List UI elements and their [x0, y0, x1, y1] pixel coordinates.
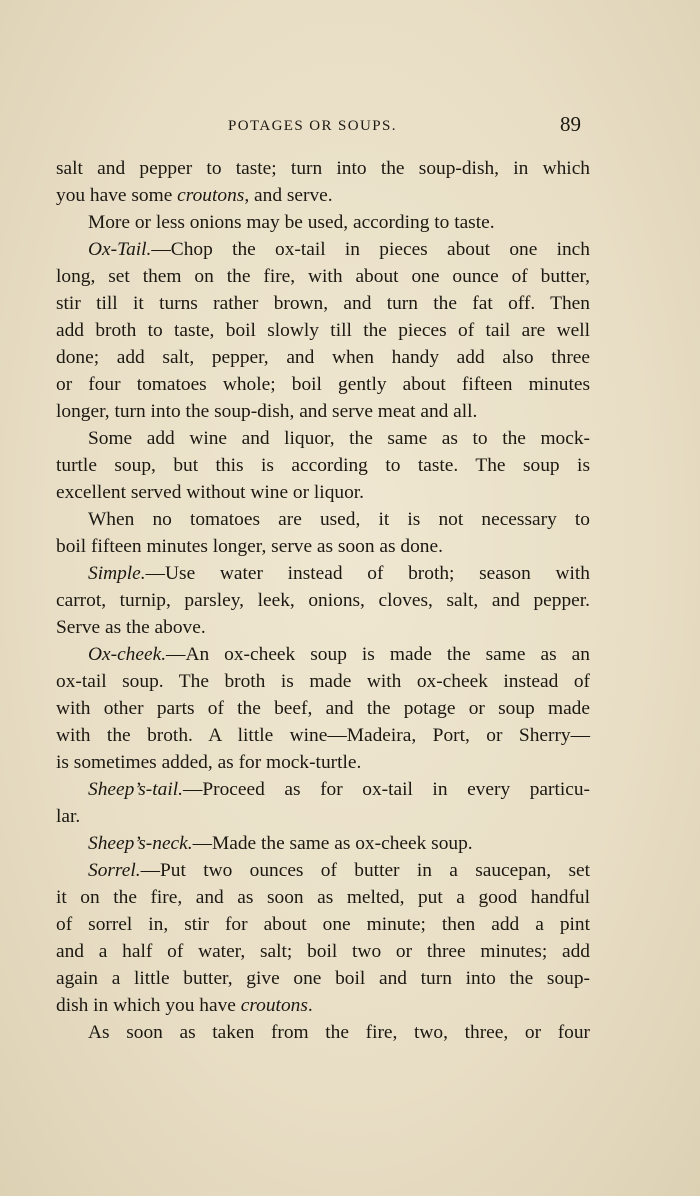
page-number: 89 — [560, 112, 581, 136]
section-ox-cheek: Ox-cheek.—An ox-cheek soup is made the same as an — [88, 644, 590, 665]
text-line: of sorrel in, stir for about one minute; then add a pint — [56, 914, 590, 935]
text-line: with the broth. A little wine—Madeira, Port, or Sherry— — [56, 725, 590, 746]
body-text — [56, 155, 590, 1046]
text-line: done; add salt, pepper, and when handy add also three — [56, 347, 590, 368]
text-line: with other parts of the beef, and the potage or soup made — [56, 698, 590, 719]
text-line: long, set them on the fire, with about one ounce of butter, — [56, 266, 590, 287]
text-line: stir till it turns rather brown, and turn the fat off. Then — [56, 293, 590, 314]
italic-term: croutons — [240, 995, 308, 1016]
text-line: More or less onions may be used, according to taste. — [88, 212, 495, 233]
text-line: again a little butter, give one boil and turn into the soup- — [56, 968, 590, 989]
text-line: lar. — [56, 806, 81, 827]
section-heading: Sorrel. — [88, 860, 141, 881]
running-head: POTAGES OR SOUPS. — [228, 118, 397, 134]
section-heading: Sheep’s-tail. — [88, 779, 183, 800]
section-ox-tail: Ox-Tail.—Chop the ox-tail in pieces about one inch — [88, 239, 590, 260]
text-line: longer, turn into the soup-dish, and serve meat and all. — [56, 401, 478, 422]
section-sheeps-neck: Sheep’s-neck.—Made the same as ox-cheek soup. — [88, 833, 473, 854]
text-line: carrot, turnip, parsley, leek, onions, cloves, salt, and pepper. — [56, 590, 590, 611]
italic-term: croutons — [177, 185, 245, 206]
page-header — [0, 112, 700, 142]
text-line: you have some croutons, and serve. — [56, 185, 333, 206]
text-line: turtle soup, but this is according to taste. The soup is — [56, 455, 590, 476]
text-line: is sometimes added, as for mock-turtle. — [56, 752, 362, 773]
section-sheeps-tail: Sheep’s-tail.—Proceed as for ox-tail in every particu- — [88, 779, 590, 800]
section-simple: Simple.—Use water instead of broth; season with — [88, 563, 590, 584]
text-line: excellent served without wine or liquor. — [56, 482, 365, 503]
text-line: boil fifteen minutes longer, serve as soon as done. — [56, 536, 443, 557]
section-heading: Ox-Tail. — [88, 239, 152, 260]
text-line: and a half of water, salt; boil two or three minutes; add — [56, 941, 590, 962]
text-line: or four tomatoes whole; boil gently about fifteen minutes — [56, 374, 590, 395]
text-line: Serve as the above. — [56, 617, 206, 638]
text-line: add broth to taste, boil slowly till the pieces of tail are well — [56, 320, 590, 341]
text-line: salt and pepper to taste; turn into the soup-dish, in which — [56, 158, 590, 179]
section-heading: Ox-cheek. — [88, 644, 167, 665]
text-line: it on the fire, and as soon as melted, put a good handful — [56, 887, 590, 908]
text-line: When no tomatoes are used, it is not necessary to — [88, 509, 590, 530]
section-sorrel: Sorrel.—Put two ounces of butter in a saucepan, set — [88, 860, 590, 881]
section-heading: Simple. — [88, 563, 146, 584]
section-heading: Sheep’s-neck. — [88, 833, 193, 854]
text-line: dish in which you have croutons. — [56, 995, 313, 1016]
text-line: Some add wine and liquor, the same as to the mock- — [88, 428, 590, 449]
text-line: As soon as taken from the fire, two, three, or four — [88, 1022, 590, 1043]
text-line: ox-tail soup. The broth is made with ox-cheek instead of — [56, 671, 590, 692]
